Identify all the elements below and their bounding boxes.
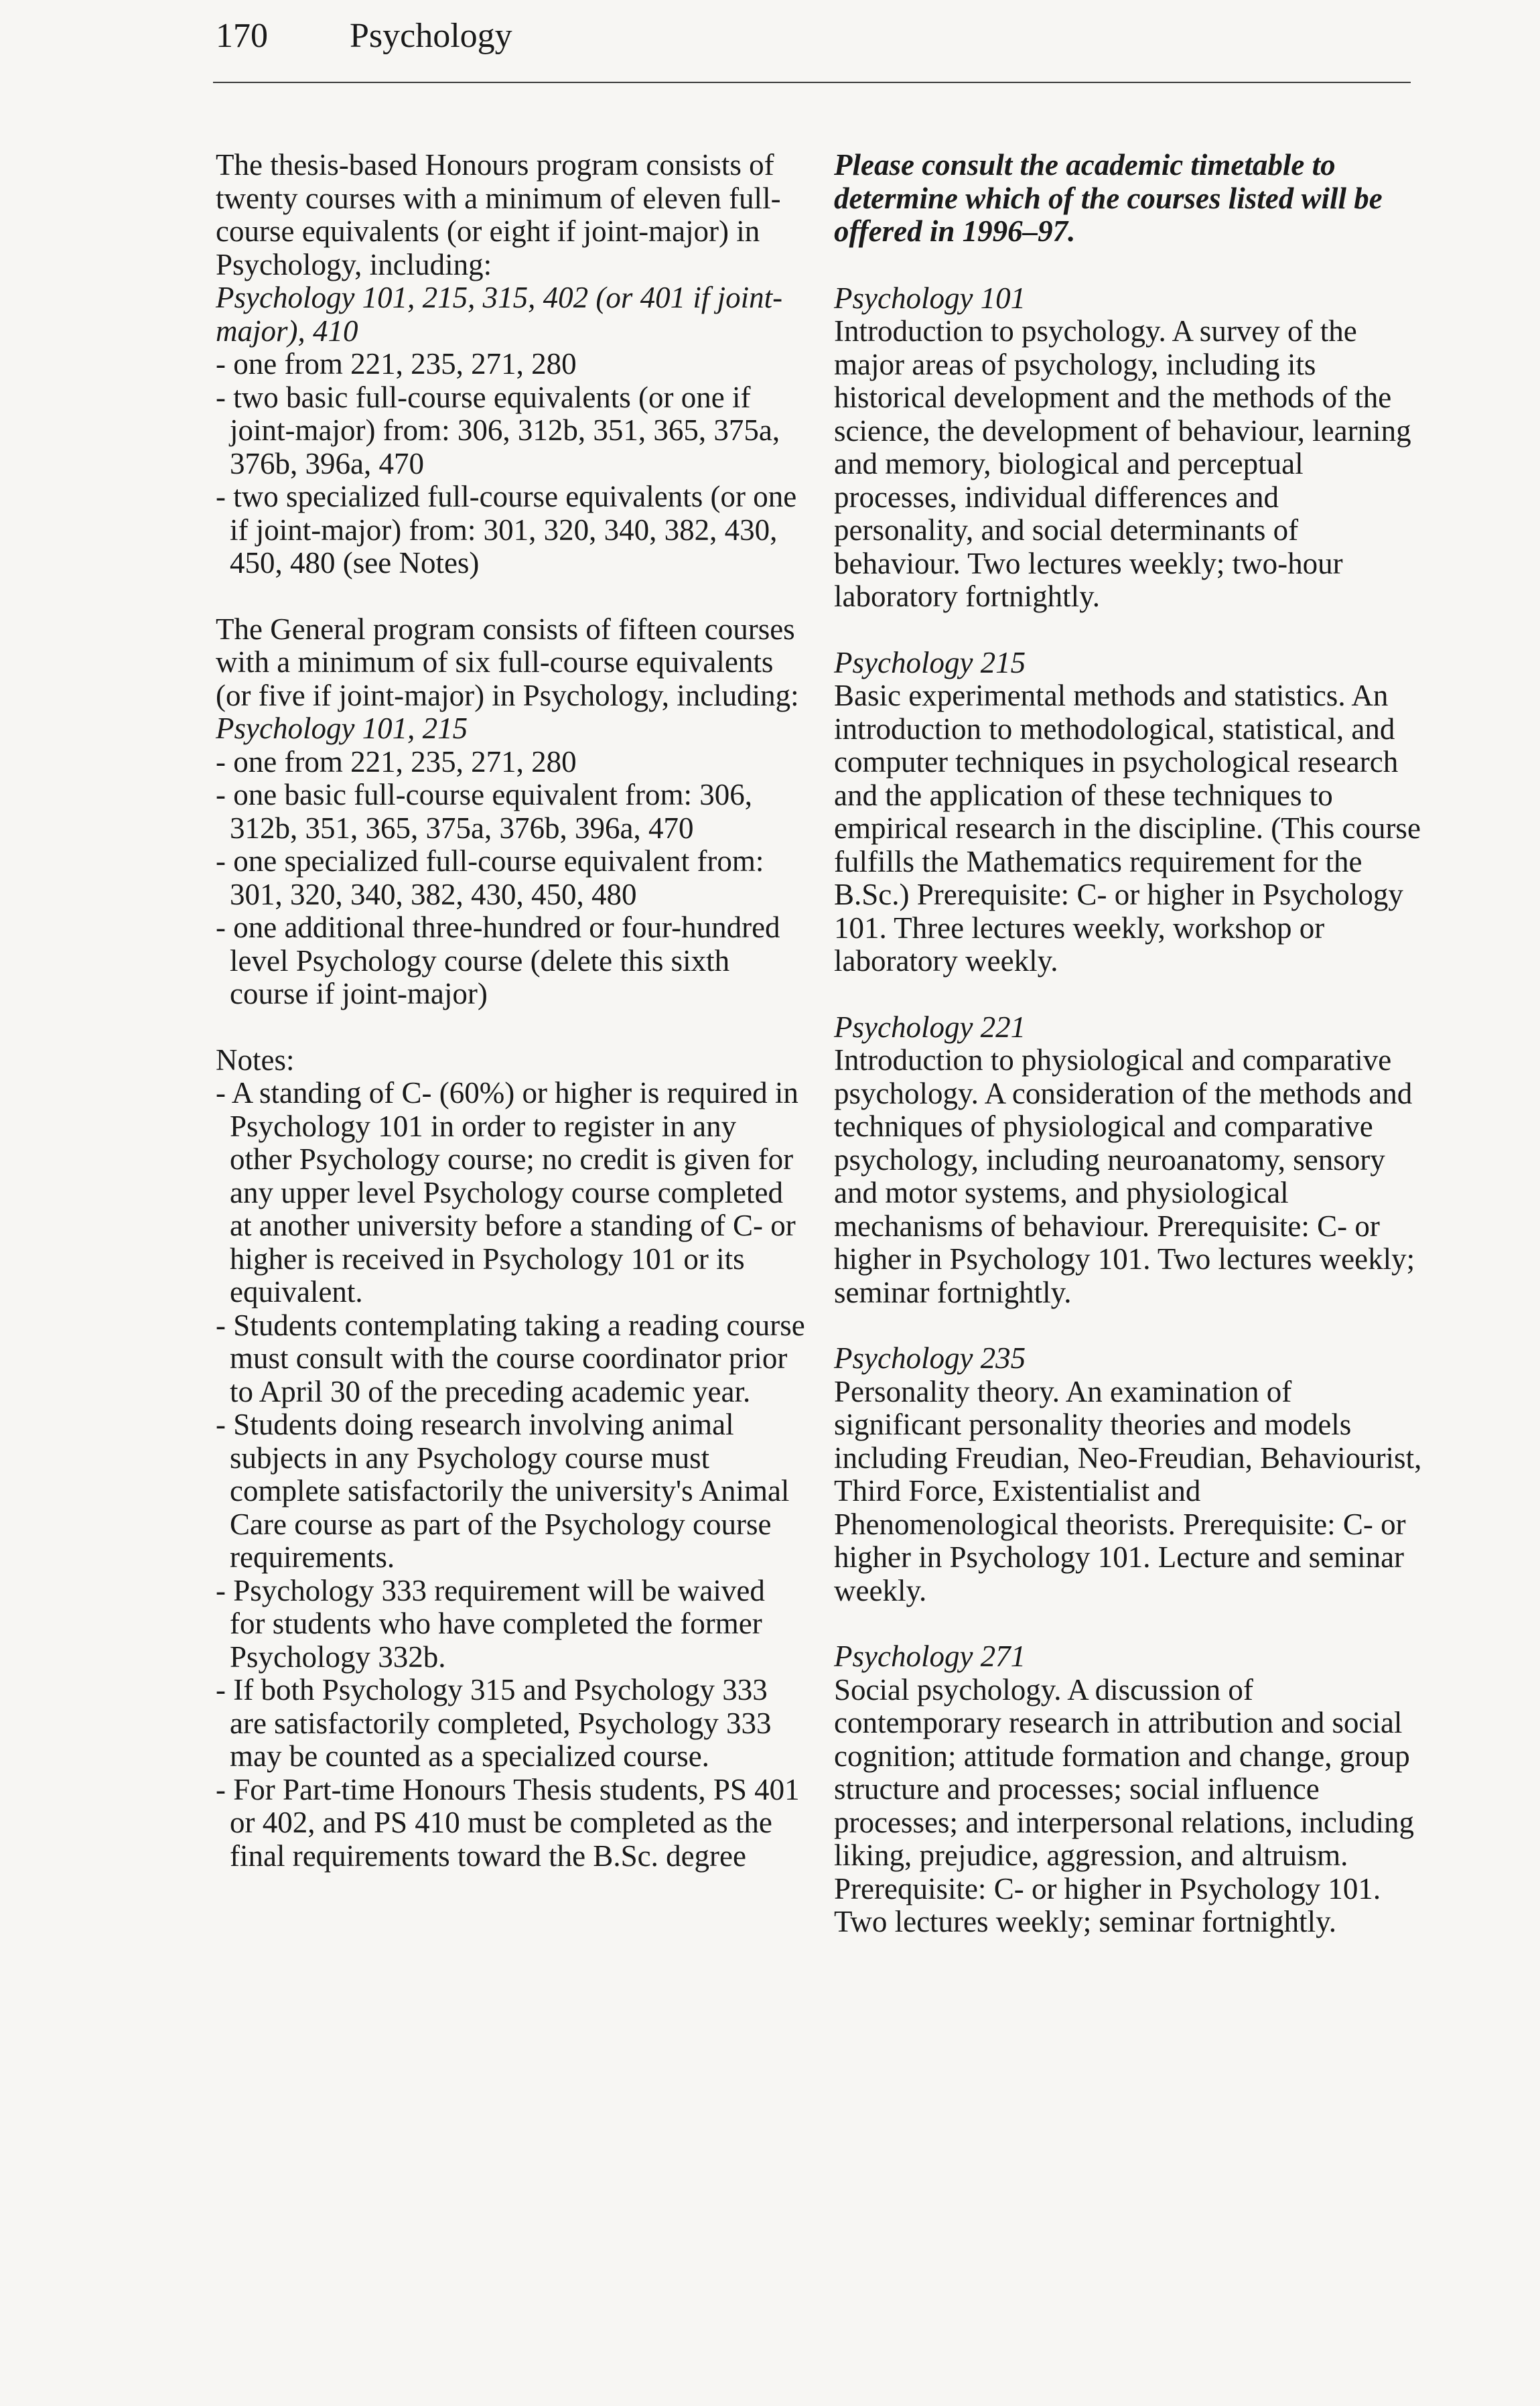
course-entry bbox=[834, 1640, 1423, 1939]
course-title: Psychology 221 bbox=[834, 1010, 1026, 1044]
note-item: - Students doing research involving animal subjects in any Psychology course must complete satisfactorily the university's Animal Care course as part of the Psychology course requirements. bbox=[216, 1408, 790, 1574]
honours-required bbox=[216, 281, 805, 348]
course-entry bbox=[834, 1342, 1423, 1607]
note-item: - Psychology 333 requirement will be waived for students who have completed the former Psychology 332b. bbox=[216, 1573, 765, 1674]
course-description: Personality theory. An examination of significant personality theories and models including Freudian, Neo-Freudian, Behaviourist, Third Force, Existentialist and Phenomenological theorists. Prerequisite: C- or higher in Psychology 101. Lecture and seminar weekly. bbox=[834, 1374, 1422, 1607]
note-item: - If both Psychology 315 and Psychology 333 are satisfactorily completed, Psychology 333 may be counted as a specialized course. bbox=[216, 1673, 772, 1773]
page-header bbox=[216, 13, 512, 59]
honours-required-text: Psychology 101, 215, 315, 402 (or 401 if joint-major), 410 bbox=[216, 281, 783, 348]
general-item: - one specialized full-course equivalent from: 301, 320, 340, 382, 430, 450, 480 bbox=[216, 844, 764, 911]
notes-section bbox=[216, 1044, 805, 1873]
timetable-notice: Please consult the academic timetable to determine which of the courses listed will be offered in 1996–97. bbox=[834, 148, 1383, 248]
course-entry bbox=[834, 282, 1423, 614]
note-item: - For Part-time Honours Thesis students, PS 401 or 402, and PS 410 must be completed as the final requirements toward the B.Sc. degree bbox=[216, 1772, 800, 1873]
course-title: Psychology 101 bbox=[834, 281, 1026, 315]
course-entry bbox=[834, 1011, 1423, 1310]
course-description: Introduction to physiological and comparative psychology. A consideration of the methods and techniques of physiological and comparative psychology, including neuroanatomy, sensory and motor systems, and physiological mechanisms of behaviour. Prerequisite: C- or higher in Psychology 101. Two lectures weekly; seminar fortnightly. bbox=[834, 1043, 1415, 1309]
general-required-text: Psychology 101, 215 bbox=[216, 712, 468, 745]
note-item: - Students contemplating taking a reading course must consult with the course coordinator prior to April 30 of the preceding academic year. bbox=[216, 1308, 805, 1408]
notes-heading: Notes: bbox=[216, 1043, 295, 1077]
page-number: 170 bbox=[216, 17, 268, 55]
course-entry bbox=[834, 647, 1423, 978]
note-item: - A standing of C- (60%) or higher is required in Psychology 101 in order to register in any other Psychology course; no credit is given for any upper level Psychology course completed at another university before a standing of C- or higher is received in Psychology 101 or its equivalent. bbox=[216, 1076, 798, 1309]
course-title: Psychology 235 bbox=[834, 1341, 1026, 1375]
course-title: Psychology 271 bbox=[834, 1640, 1026, 1673]
honours-item: - two specialized full-course equivalents (or one if joint-major) from: 301, 320, 340, 382, 430, 450, 480 (see Notes) bbox=[216, 480, 797, 580]
course-description: Social psychology. A discussion of contemporary research in attribution and social cognition; attitude formation and change, group structure and processes; social influence processes; and interpersonal relations, including liking, prejudice, aggression, and altruism. Prerequisite: C- or higher in Psychology 101. Two lectures weekly; seminar fortnightly. bbox=[834, 1672, 1415, 1938]
honours-intro: The thesis-based Honours program consists of twenty courses with a minimum of eleven full-course equivalents (or eight if joint-major) in Psychology, including: bbox=[216, 148, 781, 281]
course-title: Psychology 215 bbox=[834, 645, 1026, 679]
general-item: - one from 221, 235, 271, 280 bbox=[216, 744, 577, 779]
general-item: - one additional three-hundred or four-hundred level Psychology course (delete this sixth course if joint-major) bbox=[216, 911, 780, 1010]
general-required bbox=[216, 712, 805, 746]
left-column bbox=[216, 149, 805, 1906]
right-column bbox=[834, 149, 1423, 1972]
general-item: - one basic full-course equivalent from: 306, 312b, 351, 365, 375a, 376b, 396a, 470 bbox=[216, 778, 752, 845]
honours-item: - one from 221, 235, 271, 280 bbox=[216, 347, 577, 381]
course-description: Introduction to psychology. A survey of the major areas of psychology, including its historical development and the methods of the science, the development of behaviour, learning and memory, biological and perceptual processes, individual differences and personality, and social determinants of behaviour. Two lectures weekly; two-hour laboratory fortnightly. bbox=[834, 314, 1411, 613]
honours-item: - two basic full-course equivalents (or one if joint-major) from: 306, 312b, 351, 365, 375a, 376b, 396a, 470 bbox=[216, 380, 780, 480]
general-intro: The General program consists of fifteen courses with a minimum of six full-course equivalents (or five if joint-major) in Psychology, including: bbox=[216, 612, 799, 712]
general-program bbox=[216, 613, 805, 1011]
header-divider bbox=[213, 82, 1411, 83]
course-description: Basic experimental methods and statistics. An introduction to methodological, statistical, and computer techniques in psychological research and the application of these techniques to empirical research in the discipline. (This course fulfills the Mathematics requirement for the B.Sc.) Prerequisite: C- or higher in Psychology 101. Three lectures weekly, workshop or laboratory weekly. bbox=[834, 679, 1421, 978]
honours-program bbox=[216, 149, 805, 580]
section-title: Psychology bbox=[350, 17, 512, 55]
